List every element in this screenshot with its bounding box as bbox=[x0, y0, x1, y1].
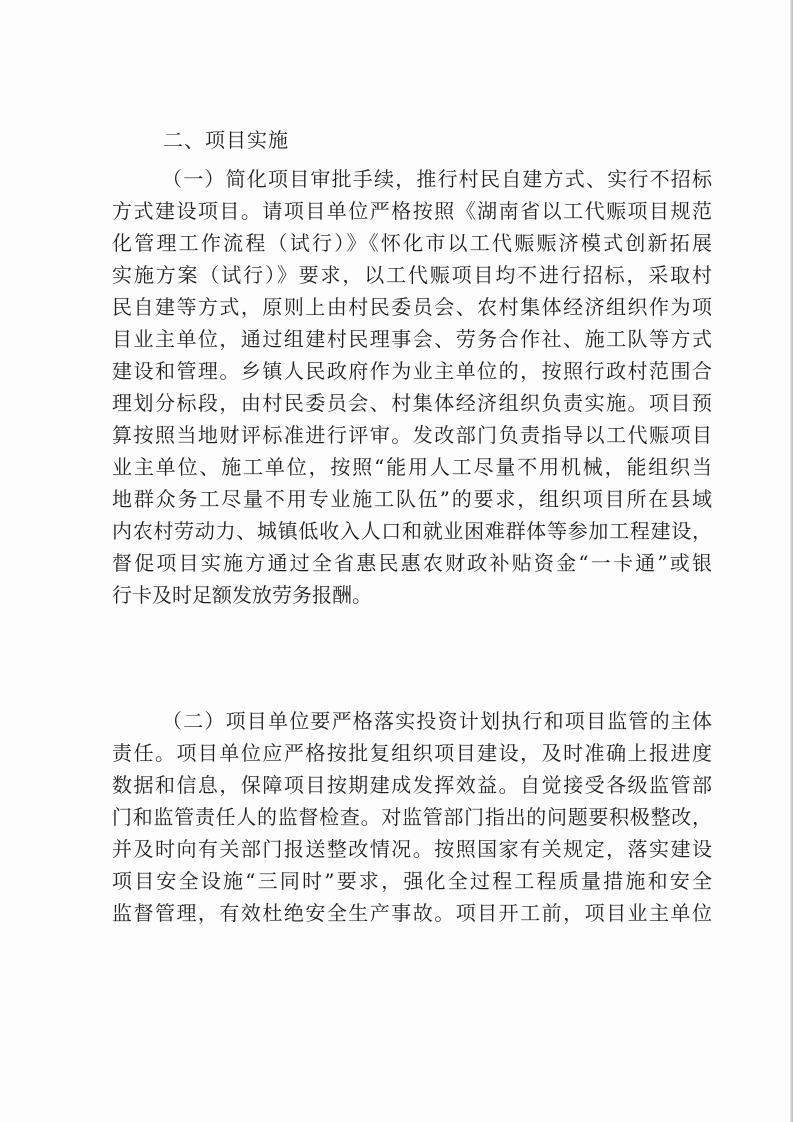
paragraph-line: 地群众务工尽量不用专业施工队伍”的要求，组织项目所在县域 bbox=[112, 487, 712, 511]
paragraph-line: 实施方案（试行）》要求，以工代赈项目均不进行招标，采取村 bbox=[112, 263, 712, 287]
paragraph-line: 数据和信息，保障项目按期建成发挥效益。自觉接受各级监管部 bbox=[112, 773, 712, 797]
paragraph-line: 并及时向有关部门报送整改情况。按照国家有关规定，落实建设 bbox=[112, 837, 712, 861]
paragraph-line: 化管理工作流程（试行）》《怀化市以工代赈赈济模式创新拓展 bbox=[112, 231, 712, 255]
paragraph-line: （一）简化项目审批手续，推行村民自建方式、实行不招标 bbox=[162, 167, 712, 191]
paragraph-line: 建设和管理。乡镇人民政府作为业主单位的，按照行政村范围合 bbox=[112, 359, 712, 383]
paragraph-line: 行卡及时足额发放劳务报酬。 bbox=[112, 583, 372, 607]
paragraph-line: 门和监管责任人的监督检查。对监管部门指出的问题要积极整改， bbox=[112, 805, 712, 829]
paragraph-line: 督促项目实施方通过全省惠民惠农财政补贴资金“一卡通”或银 bbox=[112, 551, 712, 575]
paragraph-line: 理划分标段，由村民委员会、村集体经济组织负责实施。项目预 bbox=[112, 391, 712, 415]
paragraph-line: 内农村劳动力、城镇低收入人口和就业困难群体等参加工程建设， bbox=[112, 519, 712, 543]
paragraph-line: 责任。项目单位应严格按批复组织项目建设，及时准确上报进度 bbox=[112, 741, 712, 765]
paragraph-line: 方式建设项目。请项目单位严格按照《湖南省以工代赈项目规范 bbox=[112, 199, 712, 223]
paragraph-1 bbox=[112, 163, 712, 611]
paragraph-line: 业主单位、施工单位，按照“能用人工尽量不用机械，能组织当 bbox=[112, 455, 712, 479]
paragraph-line: 算按照当地财评标准进行评审。发改部门负责指导以工代赈项目 bbox=[112, 423, 712, 447]
paragraph-2 bbox=[112, 705, 712, 929]
paragraph-line: 目业主单位，通过组建村民理事会、劳务合作社、施工队等方式 bbox=[112, 327, 712, 351]
paragraph-line: 民自建等方式，原则上由村民委员会、农村集体经济组织作为项 bbox=[112, 295, 712, 319]
paragraph-line: 项目安全设施“三同时”要求，强化全过程工程质量措施和安全 bbox=[112, 869, 712, 893]
section-heading: 二、项目实施 bbox=[163, 128, 289, 152]
paragraph-line: （二）项目单位要严格落实投资计划执行和项目监管的主体 bbox=[162, 709, 712, 733]
paragraph-line: 监督管理，有效杜绝安全生产事故。项目开工前，项目业主单位 bbox=[112, 901, 712, 925]
